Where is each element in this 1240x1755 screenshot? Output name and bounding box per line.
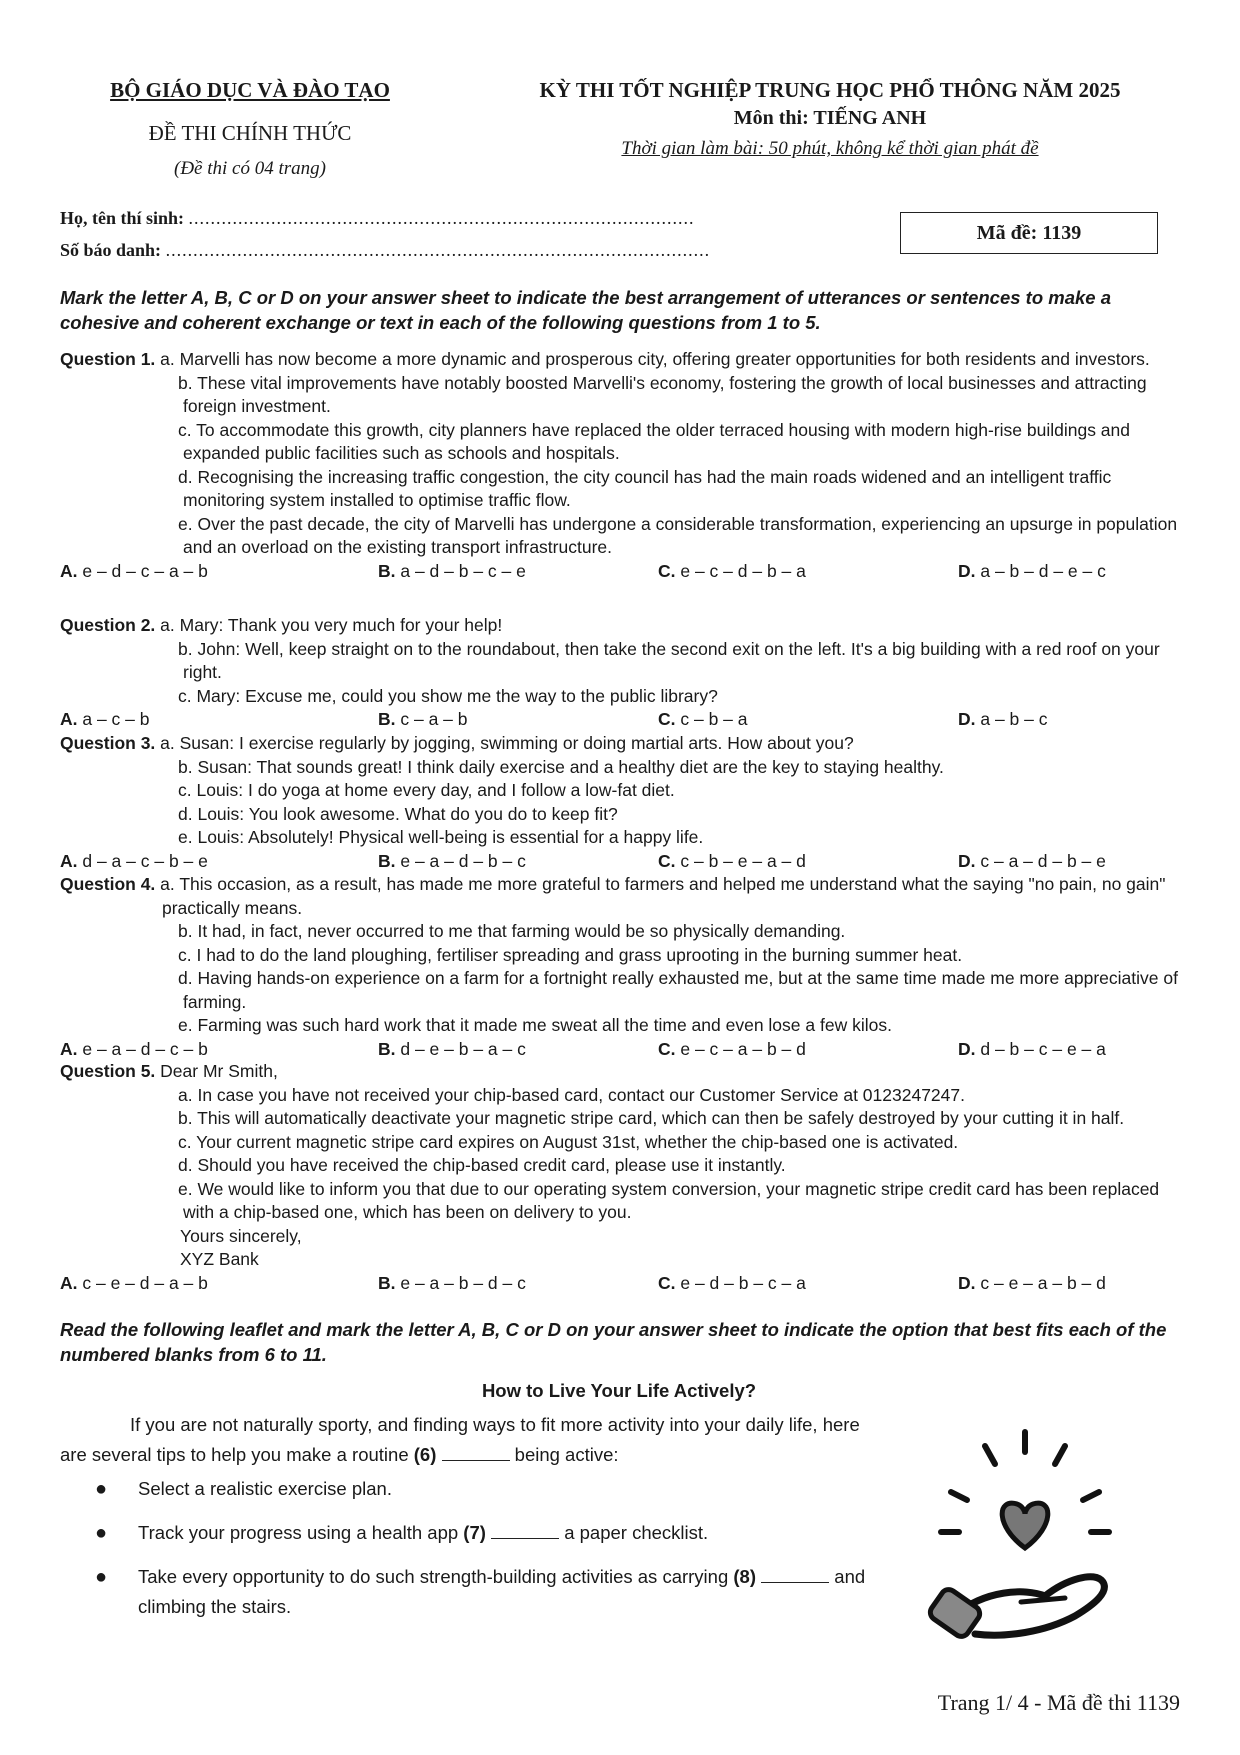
utterance-e: e. Louis: Absolutely! Physical well-being is essential for a happy life.	[178, 827, 704, 847]
tip-item	[95, 1518, 875, 1548]
question-number: Question 5.	[60, 1061, 156, 1081]
official-label: ĐỀ THI CHÍNH THỨC	[148, 121, 352, 145]
tip-item	[95, 1562, 875, 1622]
utterance-c: c. Louis: I do yoga at home every day, and I follow a low-fat diet.	[178, 780, 675, 800]
question-5	[60, 1060, 1178, 1295]
utterance-b: b. Susan: That sounds great! I think daily exercise and a healthy diet are the key to staying healthy.	[178, 756, 944, 777]
sentence-c: c. To accommodate this growth, city planners have replaced the older terraced housing with modern high-rise buildings and expanded public facilities such as schools and hospitals.	[178, 419, 1131, 463]
option-a[interactable]: A. d – a – c – b – e	[60, 850, 208, 871]
question-3	[60, 732, 1178, 873]
option-c[interactable]: C. e – d – b – c – a	[658, 1272, 806, 1293]
sentence-c: c. I had to do the land ploughing, fertiliser spreading and grass uprooting in the burning summer heat.	[178, 944, 963, 965]
tip-2-after: a paper checklist.	[564, 1522, 709, 1543]
question-1	[60, 348, 1178, 583]
instruction-part1: Mark the letter A, B, C or D on your answer sheet to indicate the best arrangement of utterances or sentences to make a cohesive and coherent exchange or text in each of the following questions from 1 to 5.	[60, 287, 1112, 333]
option-b[interactable]: B. a – d – b – c – e	[378, 560, 526, 581]
exam-code-box: Mã đề: 1139	[900, 212, 1158, 254]
header-right	[490, 78, 1170, 160]
utterance-b: b. John: Well, keep straight on to the roundabout, then take the second exit on the left. It's a big building with a red roof on your right.	[178, 638, 1160, 682]
exam-title: KỲ THI TỐT NGHIỆP TRUNG HỌC PHỔ THÔNG NĂM 2025	[539, 78, 1121, 102]
utterance-a: a. Mary: Thank you very much for your help!	[160, 615, 503, 635]
answer-options	[60, 560, 1178, 584]
option-a[interactable]: A. e – d – c – a – b	[60, 560, 208, 581]
question-2	[60, 614, 1178, 732]
option-c[interactable]: C. e – c – d – b – a	[658, 560, 806, 581]
leaflet-title: How to Live Your Life Actively?	[481, 1380, 757, 1401]
bullet-icon: ●	[95, 1522, 108, 1544]
option-a[interactable]: A. c – e – d – a – b	[60, 1272, 208, 1293]
intro-text-before: If you are not naturally sporty, and finding ways to fit more activity into your daily life, here are several tips to help you make a routine	[60, 1414, 860, 1465]
candidate-id-dots: ...................................................................................................	[165, 240, 711, 260]
option-a[interactable]: A. a – c – b	[60, 709, 150, 729]
utterance-a: a. Susan: I exercise regularly by jogging, swimming or doing martial arts. How about you?	[160, 733, 854, 753]
sentence-d: d. Recognising the increasing traffic congestion, the city council has had the main roads widened and an intelligent traffic monitoring system installed to optimise traffic flow.	[178, 466, 1112, 510]
answer-options	[60, 850, 1178, 874]
heart-in-hand-icon	[925, 1420, 1125, 1650]
page-count-note: (Đề thi có 04 trang)	[174, 158, 326, 179]
blank-6[interactable]	[442, 1442, 510, 1461]
option-d[interactable]: D. c – a – d – b – e	[958, 850, 1106, 871]
intro-text-after: being active:	[514, 1444, 619, 1465]
option-d[interactable]: D. a – b – d – e – c	[958, 560, 1106, 581]
utterance-c: c. Mary: Excuse me, could you show me the way to the public library?	[178, 685, 718, 706]
exam-time: Thời gian làm bài: 50 phút, không kể thời gian phát đề	[621, 138, 1039, 159]
sentence-d: d. Having hands-on experience on a farm for a fortnight really exhausted me, but at the same time made me more appreciative of farming.	[178, 968, 1178, 1012]
tips-list	[95, 1474, 875, 1636]
sentence-e: e. Farming was such hard work that it made me sweat all the time and even lose a few kilos.	[178, 1015, 892, 1035]
tip-item	[95, 1474, 875, 1504]
exam-subject: Môn thi: TIẾNG ANH	[733, 107, 927, 129]
option-c[interactable]: C. c – b – e – a – d	[658, 850, 806, 871]
tip-2-before: Track your progress using a health app	[138, 1522, 459, 1543]
answer-options	[60, 708, 1178, 732]
option-a[interactable]: A. e – a – d – c – b	[60, 1038, 208, 1059]
tip-3-after: and climbing the stairs.	[138, 1566, 866, 1617]
option-c[interactable]: C. c – b – a	[658, 709, 748, 729]
candidate-name-label: Họ, tên thí sinh:	[60, 208, 185, 228]
blank-8-number: (8)	[733, 1566, 757, 1587]
instruction-part2: Read the following leaflet and mark the letter A, B, C or D on your answer sheet to indicate the option that best fits each of the numbered blanks from 6 to 11.	[60, 1319, 1167, 1365]
blank-7-number: (7)	[463, 1522, 486, 1543]
answer-options	[60, 1272, 1178, 1296]
option-c[interactable]: C. e – c – a – b – d	[658, 1038, 806, 1059]
sentence-b: b. This will automatically deactivate your magnetic stripe card, which can then be safely destroyed by your cutting it in half.	[178, 1108, 1125, 1128]
page-footer: Trang 1/ 4 - Mã đề thi 1139	[937, 1690, 1180, 1715]
blank-6-number: (6)	[413, 1444, 437, 1465]
utterance-d: d. Louis: You look awesome. What do you do to keep fit?	[178, 803, 618, 824]
option-b[interactable]: B. c – a – b	[378, 709, 468, 729]
sentence-e: e. Over the past decade, the city of Marvelli has undergone a considerable transformation, experiencing an upsurge in population and an overload on the existing transport infrastructure.	[178, 513, 1178, 557]
sentence-b: b. These vital improvements have notably boosted Marvelli's economy, fostering the growth of local businesses and attracting foreign investment.	[178, 372, 1147, 416]
sentence-c: c. Your current magnetic stripe card expires on August 31st, whether the chip-based one is activated.	[178, 1131, 959, 1152]
question-number: Question 1.	[60, 349, 156, 369]
leaflet-intro	[60, 1410, 880, 1470]
blank-8[interactable]	[761, 1564, 829, 1583]
candidate-id-line	[60, 240, 710, 261]
blank-7[interactable]	[491, 1520, 559, 1539]
sentence-b: b. It had, in fact, never occurred to me that farming would be so physically demanding.	[178, 921, 846, 941]
bullet-icon: ●	[95, 1478, 108, 1500]
option-d[interactable]: D. a – b – c	[958, 709, 1048, 729]
header-left	[60, 78, 440, 180]
candidate-name-line	[60, 208, 695, 229]
letter-greeting: Dear Mr Smith,	[160, 1061, 278, 1081]
tip-1-text: Select a realistic exercise plan.	[138, 1478, 392, 1499]
candidate-id-label: Số báo danh:	[60, 240, 162, 260]
sentence-a: a. In case you have not received your chip-based card, contact our Customer Service at 0123247247.	[178, 1084, 965, 1105]
letter-sender: XYZ Bank	[180, 1249, 259, 1269]
sentence-a: a. This occasion, as a result, has made me more grateful to farmers and helped me understand what the saying "no pain, no gain" practically means.	[160, 874, 1166, 918]
option-d[interactable]: D. c – e – a – b – d	[958, 1272, 1106, 1293]
question-number: Question 2.	[60, 615, 156, 635]
sentence-e: e. We would like to inform you that due to our operating system conversion, your magnetic stripe credit card has been replaced with a chip-based one, which has been on delivery to you.	[178, 1178, 1160, 1222]
tip-3-before: Take every opportunity to do such strength-building activities as carrying	[138, 1566, 729, 1587]
candidate-name-dots: ............................................................................................	[188, 208, 695, 228]
option-b[interactable]: B. d – e – b – a – c	[378, 1038, 526, 1059]
letter-closing: Yours sincerely,	[180, 1225, 302, 1246]
option-d[interactable]: D. d – b – c – e – a	[958, 1038, 1106, 1059]
option-b[interactable]: B. e – a – b – d – c	[378, 1272, 526, 1293]
sentence-d: d. Should you have received the chip-based credit card, please use it instantly.	[178, 1155, 786, 1175]
option-b[interactable]: B. e – a – d – b – c	[378, 850, 526, 871]
ministry-name: BỘ GIÁO DỤC VÀ ĐÀO TẠO	[110, 78, 390, 102]
sentence-a: a. Marvelli has now become a more dynamic and prosperous city, offering greater opportunities for both residents and investors.	[160, 349, 1150, 369]
answer-options	[60, 1038, 1178, 1062]
question-number: Question 3.	[60, 733, 156, 753]
bullet-icon: ●	[95, 1566, 108, 1588]
question-4	[60, 873, 1178, 1061]
question-number: Question 4.	[60, 874, 156, 894]
